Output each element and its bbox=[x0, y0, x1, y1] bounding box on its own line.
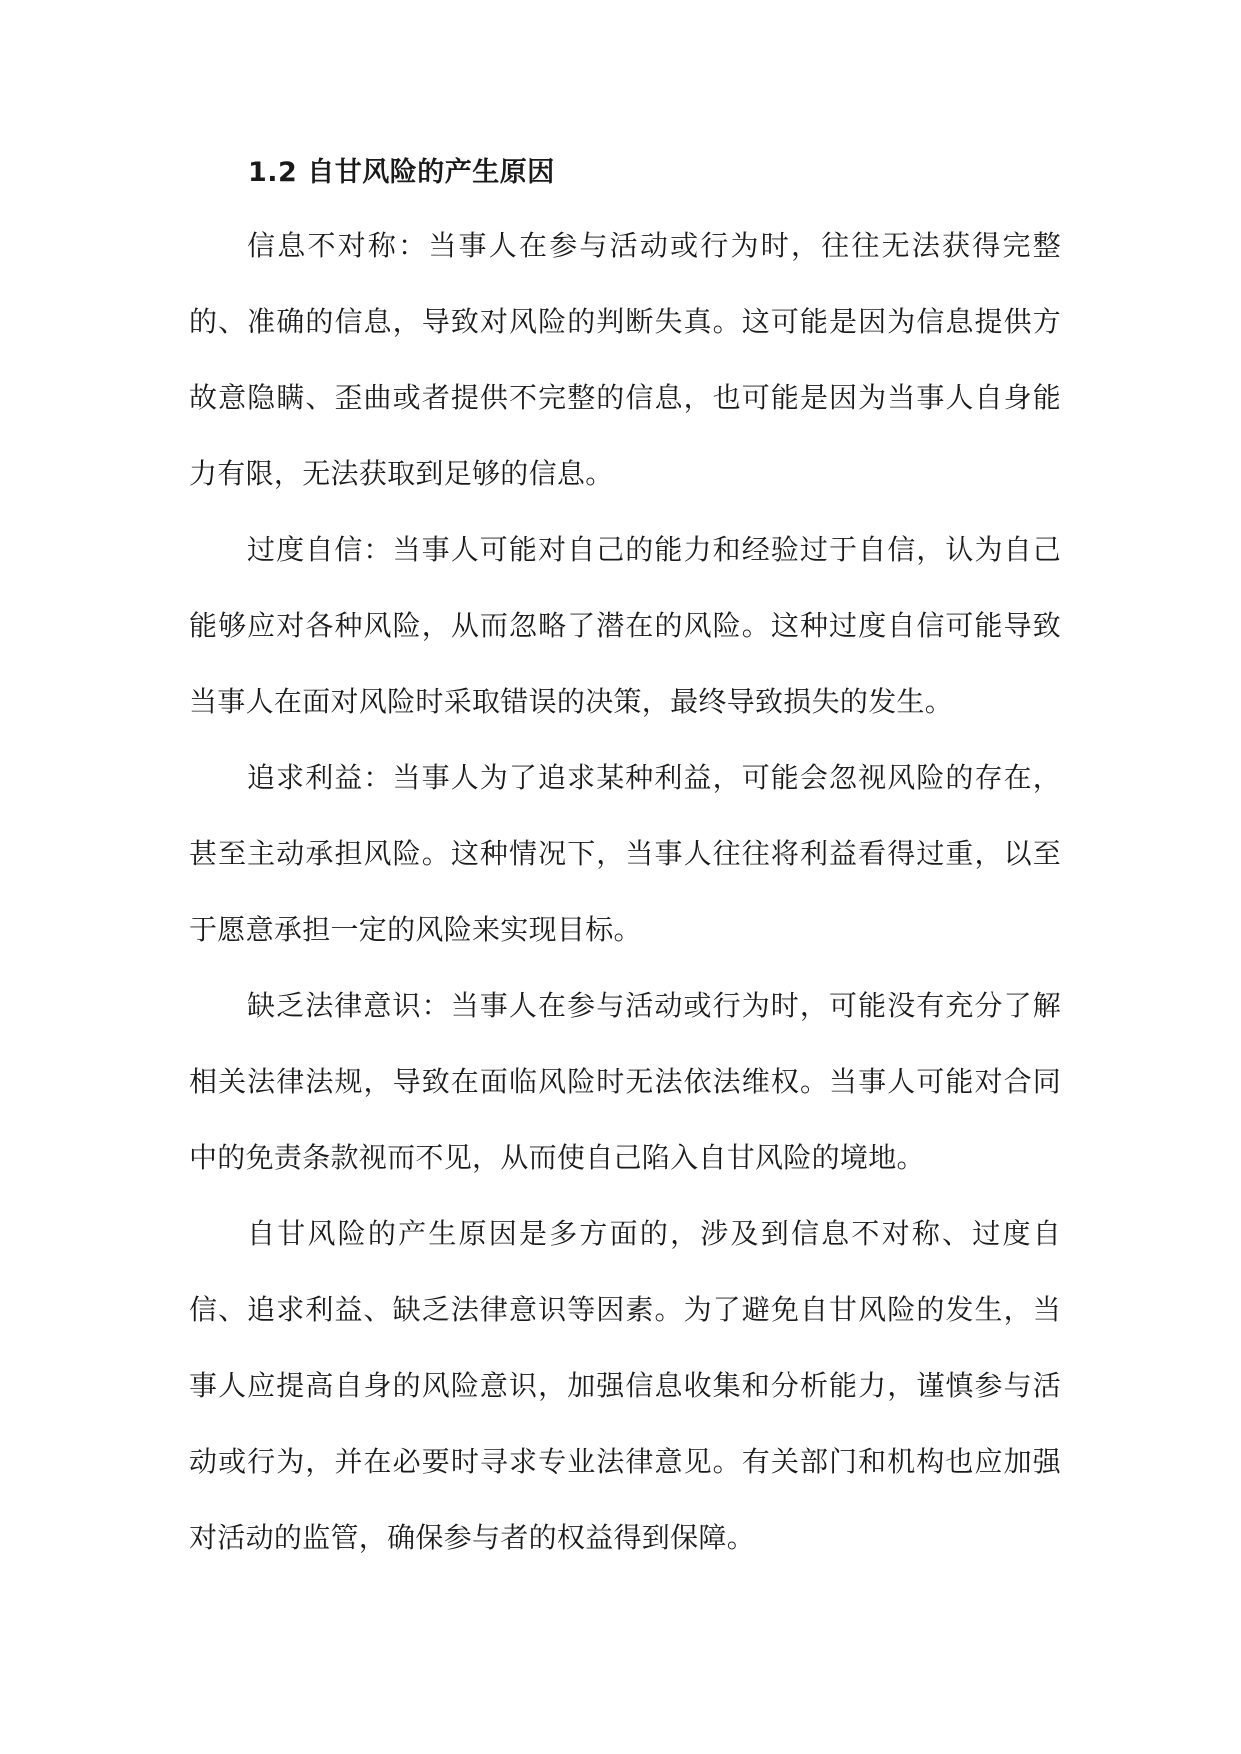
paragraph-summary: 自甘风险的产生原因是多方面的，涉及到信息不对称、过度自信、追求利益、缺乏法律意识等因素。为了避免自甘风险的发生，当事人应提高自身的风险意识，加强信息收集和分析能力，谨慎参与活动或行为，并在必要时寻求专业法律意见。有关部门和机构也应加强对活动的监管，确保参与者的权益得到保障。 bbox=[189, 1217, 1061, 1554]
paragraph-overconfidence: 过度自信：当事人可能对自己的能力和经验过于自信，认为自己能够应对各种风险，从而忽略了潜在的风险。这种过度自信可能导致当事人在面对风险时采取错误的决策，最终导致损失的发生。 bbox=[189, 533, 1061, 718]
paragraph-information-asymmetry: 信息不对称：当事人在参与活动或行为时，往往无法获得完整的、准确的信息，导致对风险的判断失真。这可能是因为信息提供方故意隐瞒、歪曲或者提供不完整的信息，也可能是因为当事人自身能力有限，无法获取到足够的信息。 bbox=[189, 229, 1061, 490]
section-heading: 1.2 自甘风险的产生原因 bbox=[248, 157, 555, 188]
document-body bbox=[189, 138, 1061, 1576]
paragraph-lack-of-legal-awareness: 缺乏法律意识：当事人在参与活动或行为时，可能没有充分了解相关法律法规，导致在面临风险时无法依法维权。当事人可能对合同中的免责条款视而不见，从而使自己陷入自甘风险的境地。 bbox=[189, 989, 1061, 1174]
paragraph-pursuit-of-interest: 追求利益：当事人为了追求某种利益，可能会忽视风险的存在，甚至主动承担风险。这种情况下，当事人往往将利益看得过重，以至于愿意承担一定的风险来实现目标。 bbox=[189, 761, 1061, 946]
